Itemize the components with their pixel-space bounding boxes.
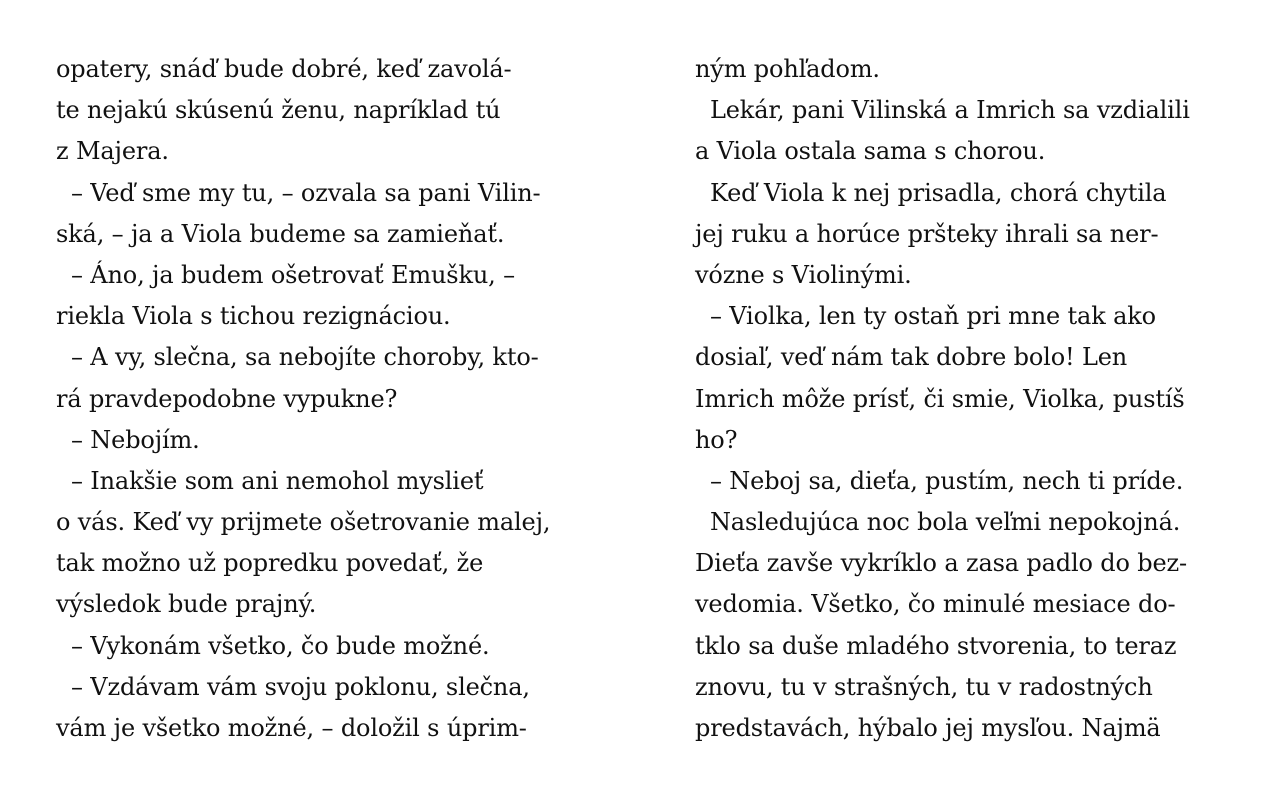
- left-column: [56, 49, 616, 749]
- text-line: vedomia. Všetko, čo minulé mesiace do-: [695, 590, 1176, 619]
- text-line: vózne s Violinými.: [695, 260, 912, 289]
- right-column: [695, 49, 1255, 749]
- text-line: z Majera.: [56, 137, 169, 166]
- text-line: tklo sa duše mladého stvorenia, to teraz: [695, 631, 1177, 660]
- text-line: Nasledujúca noc bola veľmi nepokojná.: [695, 508, 1181, 537]
- text-line: – Neboj sa, dieťa, pustím, nech ti príde.: [695, 466, 1184, 495]
- text-line: o vás. Keď vy prijmete ošetrovanie malej,: [56, 508, 551, 537]
- text-line: znovu, tu v strašných, tu v radostných: [695, 672, 1153, 701]
- text-line: tak možno už popredku povedať, že: [56, 549, 484, 578]
- text-line: rá pravdepodobne vypukne?: [56, 384, 398, 413]
- text-line: jej ruku a horúce pršteky ihrali sa ner-: [695, 219, 1159, 248]
- text-line: Imrich môže prísť, či smie, Violka, pustíš: [695, 384, 1185, 413]
- text-line: a Viola ostala sama s chorou.: [695, 137, 1046, 166]
- text-line: – Vykonám všetko, čo bude možné.: [56, 631, 490, 660]
- text-line: – Vzdávam vám svoju poklonu, slečna,: [56, 672, 530, 701]
- text-line: riekla Viola s tichou rezignáciou.: [56, 302, 451, 331]
- text-line: ho?: [695, 425, 738, 454]
- text-line: Keď Viola k nej prisadla, chorá chytila: [695, 178, 1167, 207]
- text-line: opatery, snáď bude dobré, keď zavolá-: [56, 55, 512, 83]
- text-line: predstavách, hýbalo jej mysľou. Najmä: [695, 714, 1161, 742]
- text-line: dosiaľ, veď nám tak dobre bolo! Len: [695, 343, 1128, 372]
- text-line: Dieťa zavše vykríklo a zasa padlo do bez-: [695, 549, 1188, 578]
- text-line: – Veď sme my tu, – ozvala sa pani Vilin-: [56, 178, 541, 207]
- text-line: – Inakšie som ani nemohol myslieť: [56, 466, 484, 495]
- text-line: Lekár, pani Vilinská a Imrich sa vzdialili: [695, 96, 1190, 125]
- text-line: – A vy, slečna, sa nebojíte choroby, kto-: [56, 343, 539, 372]
- text-line: – Violka, len ty ostaň pri mne tak ako: [695, 302, 1156, 331]
- text-line: ská, – ja a Viola budeme sa zamieňať.: [56, 219, 505, 248]
- text-line: – Áno, ja budem ošetrovať Emušku, –: [56, 260, 515, 289]
- text-line: – Nebojím.: [56, 425, 200, 454]
- text-line: vám je všetko možné, – doložil s úprim-: [56, 714, 527, 742]
- text-line: ným pohľadom.: [695, 55, 880, 83]
- text-line: te nejakú skúsenú ženu, napríklad tú: [56, 96, 501, 125]
- text-line: výsledok bude prajný.: [56, 590, 317, 619]
